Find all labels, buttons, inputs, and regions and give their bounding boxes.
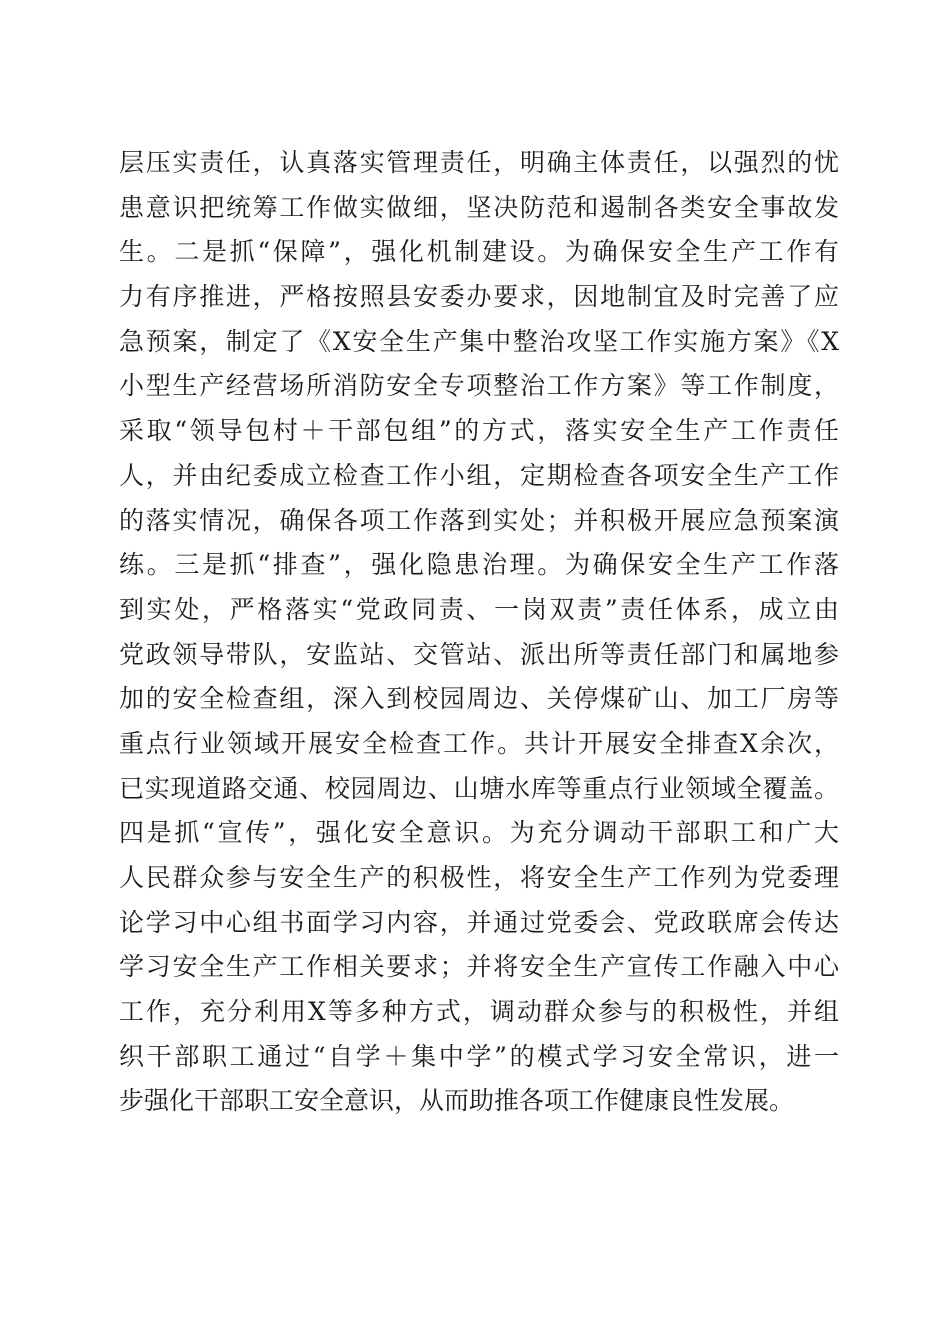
paragraph-line: 工作，充分利用X等多种方式，调动群众参与的积极性，并组 <box>119 997 839 1027</box>
paragraph-line: 党政领导带队，安监站、交管站、派出所等责任部门和属地参 <box>119 639 839 669</box>
paragraph-line: 生。二是抓“保障”，强化机制建设。为确保安全生产工作有 <box>119 237 839 267</box>
paragraph-line: 学习安全生产工作相关要求；并将安全生产宣传工作融入中心 <box>119 952 839 982</box>
paragraph-line: 织干部职工通过“自学＋集中学”的模式学习安全常识，进一 <box>119 1041 839 1071</box>
paragraph-line: 练。三是抓“排查”，强化隐患治理。为确保安全生产工作落 <box>119 550 839 580</box>
paragraph-line: 已实现道路交通、校园周边、山塘水库等重点行业领域全覆盖。 <box>119 773 839 803</box>
paragraph-line: 的落实情况，确保各项工作落到实处；并积极开展应急预案演 <box>119 505 839 535</box>
paragraph-line: 人民群众参与安全生产的积极性，将安全生产工作列为党委理 <box>119 863 839 892</box>
paragraph-line: 步强化干部职工安全意识，从而助推各项工作健康良性发展。 <box>119 1086 795 1116</box>
paragraph-line: 采取“领导包村＋干部包组”的方式，落实安全生产工作责任 <box>119 416 839 446</box>
paragraph-line: 加的安全检查组，深入到校园周边、关停煤矿山、加工厂房等 <box>119 684 839 714</box>
paragraph-line: 重点行业领域开展安全检查工作。共计开展安全排查X余次， <box>119 728 839 758</box>
paragraph-line: 四是抓“宣传”，强化安全意识。为充分调动干部职工和广大 <box>119 818 839 848</box>
body-paragraph <box>119 141 839 1124</box>
paragraph-line: 到实处，严格落实“党政同责、一岗双责”责任体系，成立由 <box>119 594 839 624</box>
paragraph-line: 患意识把统筹工作做实做细，坚决防范和遏制各类安全事故发 <box>119 192 839 222</box>
paragraph-line: 小型生产经营场所消防安全专项整治工作方案》等工作制度， <box>119 371 839 401</box>
paragraph-line: 急预案，制定了《X安全生产集中整治攻坚工作实施方案》《X <box>119 326 839 356</box>
paragraph-line: 论学习中心组书面学习内容，并通过党委会、党政联席会传达 <box>119 907 839 937</box>
paragraph-line: 人，并由纪委成立检查工作小组，定期检查各项安全生产工作 <box>119 460 839 490</box>
paragraph-line: 层压实责任，认真落实管理责任，明确主体责任，以强烈的忧 <box>119 148 839 177</box>
paragraph-line: 力有序推进，严格按照县安委办要求，因地制宜及时完善了应 <box>119 282 839 312</box>
